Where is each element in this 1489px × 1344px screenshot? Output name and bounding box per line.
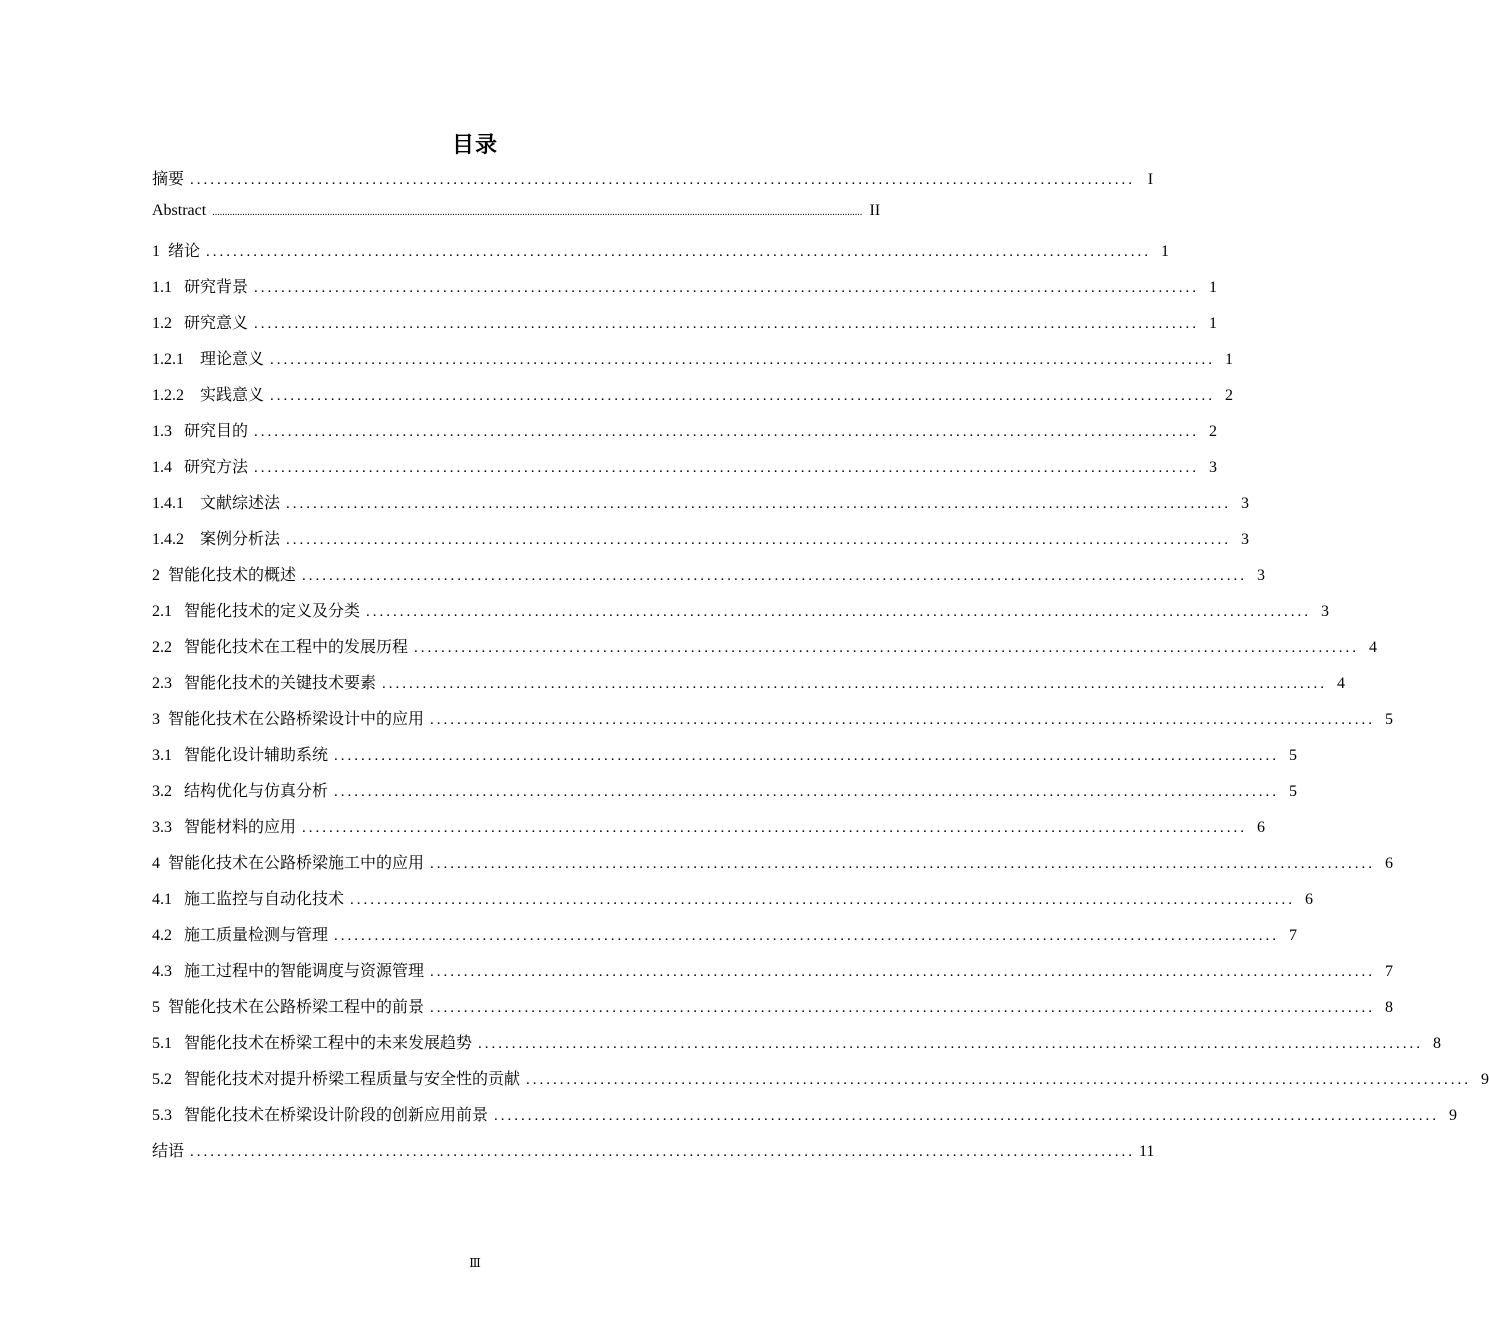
- toc-entry-page: 1: [1161, 243, 1170, 260]
- dot-leader: ............................................................................................................................................: [302, 568, 1248, 584]
- dot-leader: ............................................................................................................................................: [478, 1036, 1424, 1052]
- toc-entry-page: 3: [1241, 531, 1250, 548]
- toc-entry-label: 2.3 智能化技术的关键技术要素: [152, 675, 377, 692]
- toc-entry-label: 1.4.1 文献综述法: [152, 495, 281, 512]
- table-of-contents: [152, 166, 1489, 1174]
- page-title: 目录: [451, 133, 498, 158]
- toc-entry-page: 3: [1257, 567, 1266, 584]
- toc-entry-1-2[interactable]: [152, 310, 1218, 346]
- dot-leader: ............................................................................................................................................: [286, 532, 1232, 548]
- dot-leader: ....................................................................................................................................................................................................................................................................: [212, 207, 863, 218]
- toc-entry-label: 2.1 智能化技术的定义及分类: [152, 603, 361, 620]
- toc-entry-3-2[interactable]: [152, 778, 1298, 814]
- dot-leader: ............................................................................................................................................: [350, 892, 1296, 908]
- toc-entry-3-3[interactable]: [152, 814, 1266, 850]
- toc-entry-page: 3: [1321, 603, 1330, 620]
- toc-entry-label: 4 智能化技术在公路桥梁施工中的应用: [152, 855, 425, 872]
- toc-entry-page: 1: [1225, 351, 1234, 368]
- toc-entry-page: 4: [1337, 675, 1346, 692]
- toc-entry-4-3[interactable]: [152, 958, 1394, 994]
- toc-entry-5[interactable]: [152, 994, 1394, 1030]
- toc-entry-4[interactable]: [152, 850, 1394, 886]
- toc-entry-label: 1.2 研究意义: [152, 315, 249, 332]
- toc-entry-5-1[interactable]: [152, 1030, 1442, 1066]
- toc-entry-label: 1 绪论: [152, 243, 201, 260]
- dot-leader: ............................................................................................................................................: [334, 928, 1280, 944]
- dot-leader: ............................................................................................................................................: [254, 424, 1200, 440]
- toc-entry-conclusion[interactable]: [152, 1138, 1155, 1174]
- toc-entry-1-3[interactable]: [152, 418, 1218, 454]
- toc-entry-3-1[interactable]: [152, 742, 1298, 778]
- toc-entry-label: 4.3 施工过程中的智能调度与资源管理: [152, 963, 425, 980]
- toc-entry-1-1[interactable]: [152, 274, 1218, 310]
- toc-entry-page: I: [1147, 171, 1154, 188]
- toc-entry-page: 6: [1385, 855, 1394, 872]
- toc-entry-page: 8: [1385, 999, 1394, 1016]
- toc-entry-page: 5: [1289, 747, 1298, 764]
- dot-leader: ............................................................................................................................................: [270, 388, 1216, 404]
- toc-entry-page: 4: [1369, 639, 1378, 656]
- dot-leader: ............................................................................................................................................: [206, 244, 1152, 260]
- toc-entry-2-3[interactable]: [152, 670, 1346, 706]
- dot-leader: ............................................................................................................................................: [366, 604, 1312, 620]
- toc-entry-label: 2 智能化技术的概述: [152, 567, 297, 584]
- toc-entry-page: 9: [1449, 1107, 1458, 1124]
- toc-entry-page: II: [869, 202, 881, 219]
- dot-leader: ............................................................................................................................................: [526, 1072, 1472, 1088]
- toc-entry-1[interactable]: [152, 238, 1170, 274]
- toc-entry-label: 5.1 智能化技术在桥梁工程中的未来发展趋势: [152, 1035, 473, 1052]
- dot-leader: ............................................................................................................................................: [190, 172, 1136, 188]
- dot-leader: ............................................................................................................................................: [254, 460, 1200, 476]
- toc-entry-4-2[interactable]: [152, 922, 1298, 958]
- toc-entry-abstract-en[interactable]: [152, 202, 881, 238]
- toc-entry-label: Abstract: [152, 202, 207, 219]
- dot-leader: ............................................................................................................................................: [334, 748, 1280, 764]
- dot-leader: ............................................................................................................................................: [334, 784, 1280, 800]
- toc-entry-1-4-2[interactable]: [152, 526, 1250, 562]
- dot-leader: ............................................................................................................................................: [286, 496, 1232, 512]
- toc-entry-page: 11: [1139, 1143, 1155, 1160]
- toc-entry-1-4-1[interactable]: [152, 490, 1250, 526]
- toc-entry-label: 1.4.2 案例分析法: [152, 531, 281, 548]
- toc-entry-page: 7: [1289, 927, 1298, 944]
- toc-entry-label: 1.3 研究目的: [152, 423, 249, 440]
- toc-entry-label: 结语: [152, 1143, 185, 1160]
- toc-entry-label: 5.2 智能化技术对提升桥梁工程质量与安全性的贡献: [152, 1071, 521, 1088]
- toc-entry-page: 5: [1385, 711, 1394, 728]
- toc-entry-3[interactable]: [152, 706, 1394, 742]
- dot-leader: ............................................................................................................................................: [270, 352, 1216, 368]
- toc-entry-label: 3.3 智能材料的应用: [152, 819, 297, 836]
- toc-entry-label: 1.1 研究背景: [152, 279, 249, 296]
- toc-entry-page: 5: [1289, 783, 1298, 800]
- dot-leader: ............................................................................................................................................: [430, 712, 1376, 728]
- toc-entry-abstract-zh[interactable]: [152, 166, 1154, 202]
- toc-entry-4-1[interactable]: [152, 886, 1314, 922]
- toc-entry-label: 5 智能化技术在公路桥梁工程中的前景: [152, 999, 425, 1016]
- footer-page-number: Ⅲ: [469, 1256, 481, 1270]
- toc-entry-2-1[interactable]: [152, 598, 1330, 634]
- toc-entry-page: 8: [1433, 1035, 1442, 1052]
- toc-entry-label: 1.2.2 实践意义: [152, 387, 265, 404]
- toc-entry-label: 3 智能化技术在公路桥梁设计中的应用: [152, 711, 425, 728]
- toc-entry-label: 1.4 研究方法: [152, 459, 249, 476]
- toc-entry-page: 3: [1241, 495, 1250, 512]
- toc-entry-label: 2.2 智能化技术在工程中的发展历程: [152, 639, 409, 656]
- dot-leader: ............................................................................................................................................: [254, 280, 1200, 296]
- toc-entry-page: 6: [1305, 891, 1314, 908]
- toc-entry-page: 2: [1225, 387, 1234, 404]
- dot-leader: ............................................................................................................................................: [494, 1108, 1440, 1124]
- dot-leader: ............................................................................................................................................: [414, 640, 1360, 656]
- toc-entry-page: 7: [1385, 963, 1394, 980]
- toc-entry-label: 4.1 施工监控与自动化技术: [152, 891, 345, 908]
- toc-entry-label: 3.1 智能化设计辅助系统: [152, 747, 329, 764]
- toc-entry-page: 3: [1209, 459, 1218, 476]
- toc-entry-label: 1.2.1 理论意义: [152, 351, 265, 368]
- dot-leader: ............................................................................................................................................: [382, 676, 1328, 692]
- toc-entry-label: 4.2 施工质量检测与管理: [152, 927, 329, 944]
- dot-leader: ............................................................................................................................................: [430, 1000, 1376, 1016]
- toc-entry-page: 6: [1257, 819, 1266, 836]
- toc-entry-label: 5.3 智能化技术在桥梁设计阶段的创新应用前景: [152, 1107, 489, 1124]
- toc-entry-page: 1: [1209, 315, 1218, 332]
- toc-entry-2[interactable]: [152, 562, 1266, 598]
- dot-leader: ............................................................................................................................................: [430, 964, 1376, 980]
- toc-entry-2-2[interactable]: [152, 634, 1378, 670]
- toc-entry-page: 1: [1209, 279, 1218, 296]
- toc-entry-5-2[interactable]: [152, 1066, 1489, 1102]
- dot-leader: ............................................................................................................................................: [254, 316, 1200, 332]
- toc-entry-1-4[interactable]: [152, 454, 1218, 490]
- toc-entry-label: 3.2 结构优化与仿真分析: [152, 783, 329, 800]
- toc-entry-1-2-1[interactable]: [152, 346, 1234, 382]
- toc-entry-page: 2: [1209, 423, 1218, 440]
- dot-leader: ............................................................................................................................................: [302, 820, 1248, 836]
- dot-leader: ............................................................................................................................................: [430, 856, 1376, 872]
- dot-leader: ............................................................................................................................................: [190, 1144, 1136, 1160]
- toc-entry-label: 摘要: [152, 171, 185, 188]
- toc-entry-1-2-2[interactable]: [152, 382, 1234, 418]
- toc-entry-page: 9: [1481, 1071, 1489, 1088]
- toc-entry-5-3[interactable]: [152, 1102, 1458, 1138]
